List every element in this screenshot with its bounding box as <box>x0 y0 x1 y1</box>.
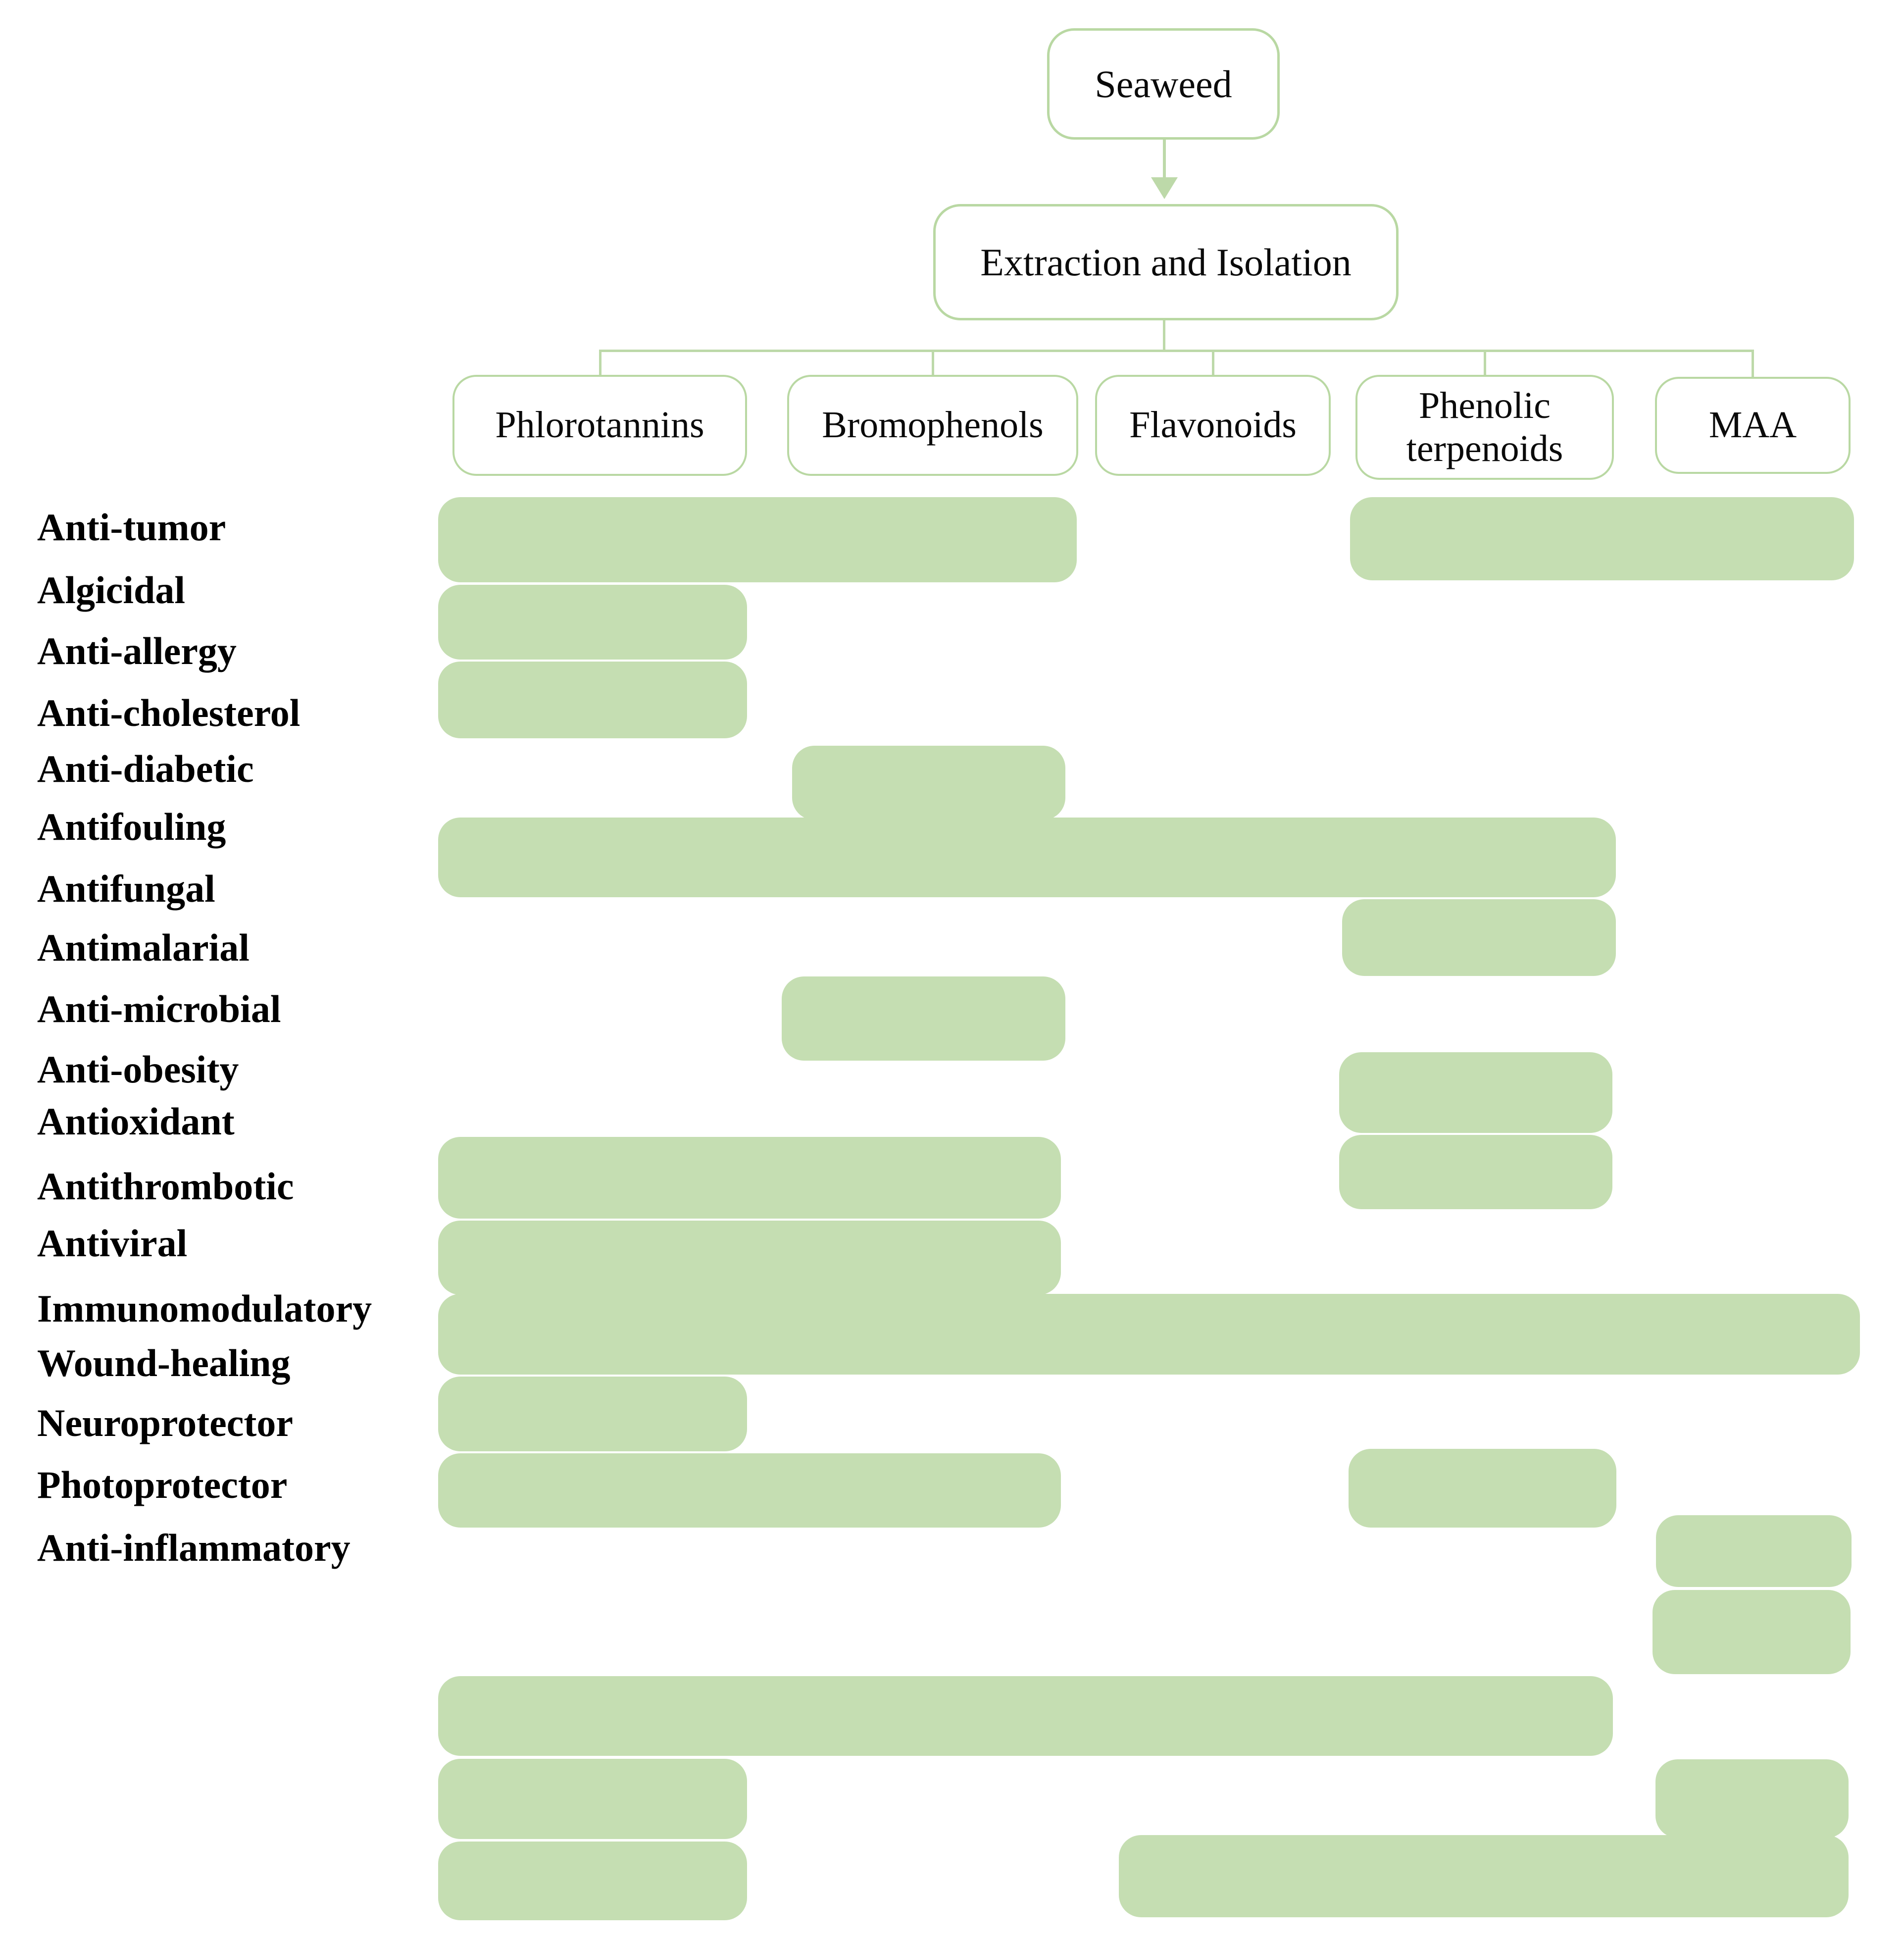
activity-bar-6 <box>438 818 1616 897</box>
column-label-phenolic-terpenoids: Phenolic terpenoids <box>1406 384 1563 469</box>
column-box-phlorotannins <box>452 375 747 476</box>
activity-bar-12 <box>438 1221 1061 1295</box>
connector-stub-bromophenols <box>932 350 934 377</box>
column-label-bromophenols: Bromophenols <box>822 404 1044 446</box>
connector-stub-phlorotannins <box>599 350 601 377</box>
activity-bar-4 <box>438 662 747 738</box>
activity-label-10: Anti-obesity <box>37 1048 239 1091</box>
activity-bar-13 <box>438 1294 1860 1375</box>
connector-stub-maa <box>1752 350 1754 377</box>
activity-bar-2 <box>1350 497 1854 580</box>
activity-label-15: Wound-healing <box>37 1341 291 1384</box>
activity-bar-11 <box>438 1137 1061 1219</box>
column-box-flavonoids <box>1095 375 1331 476</box>
activity-bar-8 <box>782 976 1065 1061</box>
extraction-node-label: Extraction and Isolation <box>980 240 1352 284</box>
activity-bar-10 <box>1339 1135 1612 1209</box>
activity-bar-3 <box>438 585 747 660</box>
activity-bar-18 <box>1653 1590 1851 1674</box>
seaweed-node <box>1047 28 1280 140</box>
column-box-maa <box>1655 377 1851 474</box>
activity-bar-16 <box>1349 1449 1616 1528</box>
activity-label-11: Antioxidant <box>37 1100 235 1143</box>
activity-bar-17 <box>1656 1515 1852 1587</box>
column-label-phlorotannins: Phlorotannins <box>495 404 704 446</box>
process-connector-stub <box>1163 320 1165 351</box>
activity-bar-20 <box>438 1759 747 1839</box>
activity-bar-9 <box>1339 1052 1612 1133</box>
activity-label-3: Anti-allergy <box>37 629 237 672</box>
activity-label-18: Anti-inflammatory <box>37 1526 351 1569</box>
connector-rail <box>600 350 1753 352</box>
activity-label-7: Antifungal <box>37 867 215 910</box>
activity-label-14: Immunomodulatory <box>37 1287 372 1330</box>
activity-bar-7 <box>1342 899 1616 976</box>
connector-stub-phenolic-terpenoids <box>1484 350 1486 377</box>
column-box-bromophenols <box>787 375 1078 476</box>
activity-label-6: Antifouling <box>37 805 226 848</box>
activity-label-2: Algicidal <box>37 568 186 612</box>
column-label-flavonoids: Flavonoids <box>1129 404 1297 446</box>
activity-label-5: Anti-diabetic <box>37 747 254 790</box>
activity-bar-21 <box>438 1842 747 1920</box>
activity-bar-5 <box>792 746 1065 820</box>
activity-label-17: Photoprotector <box>37 1463 288 1506</box>
column-label-maa: MAA <box>1708 404 1797 446</box>
activity-bar-19 <box>438 1676 1613 1756</box>
activity-label-13: Antiviral <box>37 1222 188 1265</box>
activity-label-9: Anti-microbial <box>37 987 281 1030</box>
activity-label-8: Antimalarial <box>37 926 250 969</box>
activity-bar-23 <box>1119 1835 1849 1917</box>
connector-stub-flavonoids <box>1212 350 1214 377</box>
activity-label-4: Anti-cholesterol <box>37 691 301 734</box>
activity-bar-22 <box>1655 1759 1849 1838</box>
activity-label-16: Neuroprotector <box>37 1401 293 1444</box>
activity-label-12: Antithrombotic <box>37 1165 294 1208</box>
root-arrow-head-icon <box>1151 177 1178 199</box>
activity-label-1: Anti-tumor <box>37 506 226 549</box>
column-box-phenolic-terpenoids <box>1355 375 1614 480</box>
activity-bar-1 <box>438 497 1077 582</box>
seaweed-node-label: Seaweed <box>1095 62 1232 105</box>
activity-bar-15 <box>438 1453 1061 1528</box>
root-arrow-line <box>1163 140 1166 179</box>
extraction-node <box>933 204 1399 320</box>
activity-bar-14 <box>438 1377 747 1451</box>
